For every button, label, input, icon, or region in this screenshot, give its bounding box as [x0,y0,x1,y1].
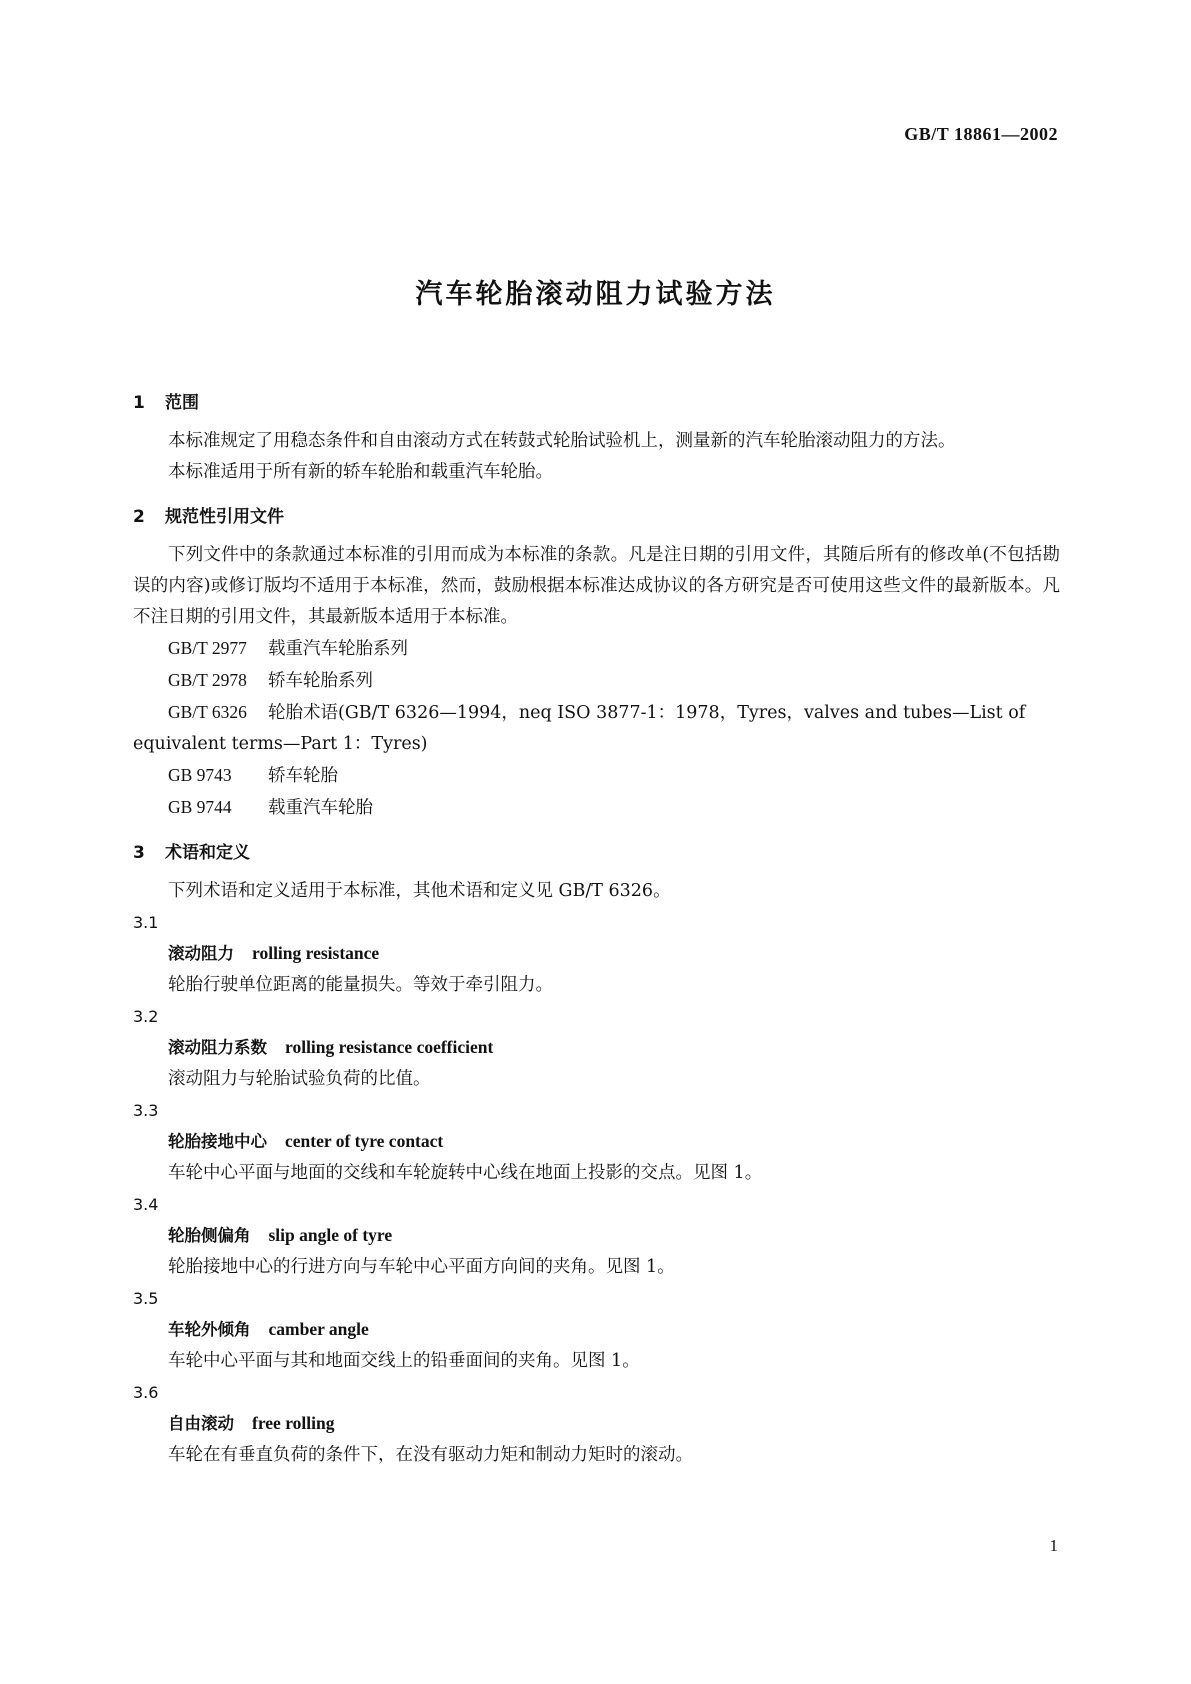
term-number: 3.6 [133,1383,159,1402]
section-number: 3 [133,843,145,863]
term-number: 3.3 [133,1101,159,1120]
reference-code: GB/T 6326 [168,702,247,722]
reference-item [133,665,1060,697]
term-name [133,1126,1060,1158]
section-number: 1 [133,393,145,413]
section-title: 规范性引用文件 [165,507,284,527]
term-entry [133,907,1060,1001]
document-body [133,388,1060,1471]
section-heading-terms-definitions [133,838,1060,863]
term-en: center of tyre contact [285,1131,444,1151]
reference-title: 载重汽车轮胎系列 [268,639,408,659]
reference-code: GB/T 2978 [168,670,247,690]
term-entry [133,1095,1060,1189]
term-number: 3.1 [133,913,159,932]
term-en: rolling resistance coefficient [285,1037,494,1057]
paragraph: 本标准适用于所有新的轿车轮胎和载重汽车轮胎。 [168,462,553,482]
reference-code: GB/T 2977 [168,638,247,658]
section-title: 范围 [165,393,199,413]
reference-item [133,633,1060,665]
term-definition: 车轮中心平面与地面的交线和车轮旋转中心线在地面上投影的交点。见图 1。 [168,1163,763,1183]
term-cn: 自由滚动 [168,1414,234,1433]
term-en: rolling resistance [252,943,380,963]
term-entry [133,1377,1060,1471]
paragraph: 下列术语和定义适用于本标准，其他术语和定义见 GB/T 6326。 [168,881,671,901]
reference-title: 轿车轮胎 [268,766,338,786]
term-name [133,1220,1060,1252]
term-name [133,1032,1060,1064]
term-entry [133,1189,1060,1283]
term-definition: 车轮中心平面与其和地面交线上的铅垂面间的夹角。见图 1。 [168,1351,640,1371]
term-en: slip angle of tyre [268,1225,393,1245]
term-definition: 轮胎接地中心的行进方向与车轮中心平面方向间的夹角。见图 1。 [168,1257,675,1277]
reference-code: GB 9743 [168,765,232,785]
term-number: 3.5 [133,1289,159,1308]
term-cn: 车轮外倾角 [168,1320,251,1339]
term-definition: 车轮在有垂直负荷的条件下，在没有驱动力矩和制动力矩时的滚动。 [168,1445,693,1465]
term-entry [133,1001,1060,1095]
term-cn: 轮胎接地中心 [168,1132,267,1151]
paragraph: 本标准规定了用稳态条件和自由滚动方式在转鼓式轮胎试验机上，测量新的汽车轮胎滚动阻力的方法。 [168,431,956,451]
term-definition: 轮胎行驶单位距离的能量损失。等效于牵引阻力。 [168,975,553,995]
reference-title: 轮胎术语(GB/T 6326—1994，neq ISO 3877-1：1978，Tyres，valves and tubes—List of equivalent terms—Part 1：Tyres) [133,703,1026,754]
reference-title: 载重汽车轮胎 [268,798,373,818]
paragraph: 下列文件中的条款通过本标准的引用而成为本标准的条款。凡是注日期的引用文件，其随后所有的修改单(不包括勘误的内容)或修订版均不适用于本标准，然而，鼓励根据本标准达成协议的各方研究是否可使用这些文件的最新版本。凡不注日期的引用文件，其最新版本适用于本标准。 [133,545,1060,627]
term-cn: 滚动阻力系数 [168,1038,267,1057]
term-definition: 滚动阻力与轮胎试验负荷的比值。 [168,1069,431,1089]
term-en: camber angle [268,1319,369,1339]
term-name [133,938,1060,970]
term-entry [133,1283,1060,1377]
section-heading-scope [133,388,1060,413]
section-title: 术语和定义 [165,843,250,863]
reference-title: 轿车轮胎系列 [268,671,373,691]
reference-code: GB 9744 [168,797,232,817]
term-number: 3.2 [133,1007,159,1026]
reference-item [133,760,1060,792]
term-cn: 滚动阻力 [168,944,234,963]
document-title: 汽车轮胎滚动阻力试验方法 [415,279,776,310]
term-name [133,1314,1060,1346]
reference-item [133,697,1060,760]
section-heading-normative-references [133,502,1060,527]
term-name [133,1408,1060,1440]
reference-item [133,792,1060,824]
term-en: free rolling [252,1413,335,1433]
term-cn: 轮胎侧偏角 [168,1226,251,1245]
standard-code: GB/T 18861—2002 [904,124,1058,144]
page-number: 1 [1049,1536,1058,1555]
section-number: 2 [133,507,145,527]
term-number: 3.4 [133,1195,159,1214]
